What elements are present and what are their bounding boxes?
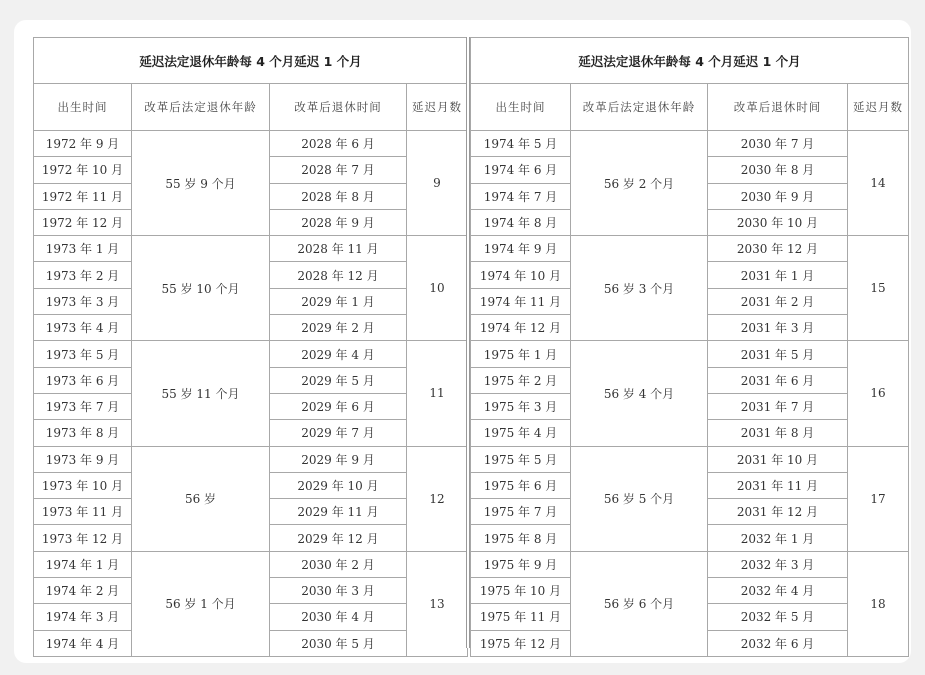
birth-date-cell: 1975 年 4 月 [471, 420, 571, 446]
birth-date-cell: 1973 年 7 月 [34, 393, 132, 419]
birth-date-cell: 1973 年 6 月 [34, 367, 132, 393]
birth-date-cell: 1974 年 7 月 [471, 183, 571, 209]
delay-months-cell: 18 [848, 551, 909, 656]
birth-date-cell: 1973 年 8 月 [34, 420, 132, 446]
delay-months-cell: 14 [848, 131, 909, 236]
retirement-date-cell: 2029 年 7 月 [270, 420, 407, 446]
retirement-date-cell: 2030 年 7 月 [708, 131, 848, 157]
header-birth-date: 出生时间 [471, 84, 571, 131]
birth-date-cell: 1973 年 4 月 [34, 315, 132, 341]
retirement-age-cell: 56 岁 5 个月 [571, 446, 708, 551]
retirement-date-cell: 2030 年 10 月 [708, 209, 848, 235]
retirement-table-left [33, 37, 468, 657]
birth-date-cell: 1975 年 2 月 [471, 367, 571, 393]
retirement-age-cell: 55 岁 9 个月 [132, 131, 270, 236]
retirement-date-cell: 2030 年 2 月 [270, 551, 407, 577]
retirement-date-cell: 2030 年 12 月 [708, 236, 848, 262]
header-birth-date: 出生时间 [34, 84, 132, 131]
delay-months-cell: 13 [407, 551, 468, 656]
retirement-date-cell: 2031 年 12 月 [708, 499, 848, 525]
delay-months-cell: 17 [848, 446, 909, 551]
birth-date-cell: 1973 年 12 月 [34, 525, 132, 551]
birth-date-cell: 1973 年 5 月 [34, 341, 132, 367]
delay-months-cell: 11 [407, 341, 468, 446]
birth-date-cell: 1972 年 12 月 [34, 209, 132, 235]
retirement-date-cell: 2029 年 11 月 [270, 499, 407, 525]
header-retirement-date: 改革后退休时间 [708, 84, 848, 131]
retirement-date-cell: 2028 年 9 月 [270, 209, 407, 235]
delay-months-cell: 9 [407, 131, 468, 236]
header-retirement-age: 改革后法定退休年龄 [132, 84, 270, 131]
retirement-date-cell: 2031 年 11 月 [708, 472, 848, 498]
retirement-date-cell: 2029 年 12 月 [270, 525, 407, 551]
birth-date-cell: 1973 年 2 月 [34, 262, 132, 288]
table-row [471, 236, 909, 262]
table-row [471, 551, 909, 577]
retirement-date-cell: 2029 年 4 月 [270, 341, 407, 367]
retirement-date-cell: 2030 年 4 月 [270, 604, 407, 630]
retirement-age-cell: 56 岁 2 个月 [571, 131, 708, 236]
birth-date-cell: 1974 年 6 月 [471, 157, 571, 183]
birth-date-cell: 1975 年 7 月 [471, 499, 571, 525]
retirement-age-cell: 56 岁 1 个月 [132, 551, 270, 656]
retirement-age-cell: 56 岁 6 个月 [571, 551, 708, 656]
retirement-table-right [470, 37, 909, 657]
table-row [471, 131, 909, 157]
retirement-date-cell: 2032 年 6 月 [708, 630, 848, 656]
retirement-age-cell: 56 岁 3 个月 [571, 236, 708, 341]
delay-months-cell: 15 [848, 236, 909, 341]
table-row [34, 131, 468, 157]
birth-date-cell: 1974 年 9 月 [471, 236, 571, 262]
retirement-date-cell: 2031 年 6 月 [708, 367, 848, 393]
birth-date-cell: 1974 年 8 月 [471, 209, 571, 235]
birth-date-cell: 1975 年 6 月 [471, 472, 571, 498]
header-delay-months: 延迟月数 [407, 84, 468, 131]
birth-date-cell: 1973 年 1 月 [34, 236, 132, 262]
delay-months-cell: 12 [407, 446, 468, 551]
table-title: 延迟法定退休年龄每 4 个月延迟 1 个月 [34, 38, 468, 84]
retirement-date-cell: 2032 年 4 月 [708, 578, 848, 604]
retirement-date-cell: 2029 年 10 月 [270, 472, 407, 498]
header-retirement-date: 改革后退休时间 [270, 84, 407, 131]
delay-months-cell: 10 [407, 236, 468, 341]
birth-date-cell: 1975 年 1 月 [471, 341, 571, 367]
right-table-wrap [470, 37, 909, 657]
retirement-date-cell: 2029 年 1 月 [270, 288, 407, 314]
birth-date-cell: 1972 年 11 月 [34, 183, 132, 209]
retirement-date-cell: 2032 年 5 月 [708, 604, 848, 630]
retirement-date-cell: 2032 年 1 月 [708, 525, 848, 551]
birth-date-cell: 1975 年 10 月 [471, 578, 571, 604]
retirement-date-cell: 2028 年 8 月 [270, 183, 407, 209]
header-delay-months: 延迟月数 [848, 84, 909, 131]
retirement-age-cell: 56 岁 [132, 446, 270, 551]
delay-months-cell: 16 [848, 341, 909, 446]
retirement-date-cell: 2031 年 3 月 [708, 315, 848, 341]
table-body [34, 131, 468, 657]
retirement-date-cell: 2028 年 11 月 [270, 236, 407, 262]
header-retirement-age: 改革后法定退休年龄 [571, 84, 708, 131]
retirement-age-cell: 55 岁 11 个月 [132, 341, 270, 446]
birth-date-cell: 1973 年 9 月 [34, 446, 132, 472]
birth-date-cell: 1974 年 5 月 [471, 131, 571, 157]
birth-date-cell: 1975 年 12 月 [471, 630, 571, 656]
birth-date-cell: 1973 年 11 月 [34, 499, 132, 525]
retirement-date-cell: 2030 年 3 月 [270, 578, 407, 604]
table-row [471, 341, 909, 367]
birth-date-cell: 1974 年 10 月 [471, 262, 571, 288]
birth-date-cell: 1972 年 10 月 [34, 157, 132, 183]
retirement-date-cell: 2029 年 2 月 [270, 315, 407, 341]
birth-date-cell: 1974 年 4 月 [34, 630, 132, 656]
table-row [34, 341, 468, 367]
birth-date-cell: 1975 年 11 月 [471, 604, 571, 630]
birth-date-cell: 1974 年 2 月 [34, 578, 132, 604]
retirement-date-cell: 2030 年 8 月 [708, 157, 848, 183]
retirement-date-cell: 2028 年 6 月 [270, 131, 407, 157]
birth-date-cell: 1975 年 5 月 [471, 446, 571, 472]
birth-date-cell: 1975 年 3 月 [471, 393, 571, 419]
left-table-wrap [33, 37, 468, 657]
retirement-date-cell: 2028 年 12 月 [270, 262, 407, 288]
retirement-age-cell: 55 岁 10 个月 [132, 236, 270, 341]
birth-date-cell: 1974 年 11 月 [471, 288, 571, 314]
retirement-date-cell: 2031 年 10 月 [708, 446, 848, 472]
retirement-date-cell: 2028 年 7 月 [270, 157, 407, 183]
birth-date-cell: 1975 年 9 月 [471, 551, 571, 577]
birth-date-cell: 1974 年 12 月 [471, 315, 571, 341]
table-title: 延迟法定退休年龄每 4 个月延迟 1 个月 [471, 38, 909, 84]
birth-date-cell: 1974 年 3 月 [34, 604, 132, 630]
birth-date-cell: 1972 年 9 月 [34, 131, 132, 157]
table-row [471, 446, 909, 472]
retirement-date-cell: 2031 年 2 月 [708, 288, 848, 314]
birth-date-cell: 1975 年 8 月 [471, 525, 571, 551]
table-row [34, 236, 468, 262]
retirement-date-cell: 2029 年 6 月 [270, 393, 407, 419]
retirement-date-cell: 2030 年 9 月 [708, 183, 848, 209]
retirement-date-cell: 2031 年 8 月 [708, 420, 848, 446]
table-row [34, 446, 468, 472]
table-body [471, 131, 909, 657]
retirement-date-cell: 2031 年 7 月 [708, 393, 848, 419]
retirement-date-cell: 2030 年 5 月 [270, 630, 407, 656]
birth-date-cell: 1973 年 10 月 [34, 472, 132, 498]
retirement-date-cell: 2031 年 5 月 [708, 341, 848, 367]
retirement-age-cell: 56 岁 4 个月 [571, 341, 708, 446]
retirement-date-cell: 2029 年 9 月 [270, 446, 407, 472]
birth-date-cell: 1973 年 3 月 [34, 288, 132, 314]
retirement-date-cell: 2032 年 3 月 [708, 551, 848, 577]
retirement-date-cell: 2031 年 1 月 [708, 262, 848, 288]
birth-date-cell: 1974 年 1 月 [34, 551, 132, 577]
retirement-date-cell: 2029 年 5 月 [270, 367, 407, 393]
table-row [34, 551, 468, 577]
